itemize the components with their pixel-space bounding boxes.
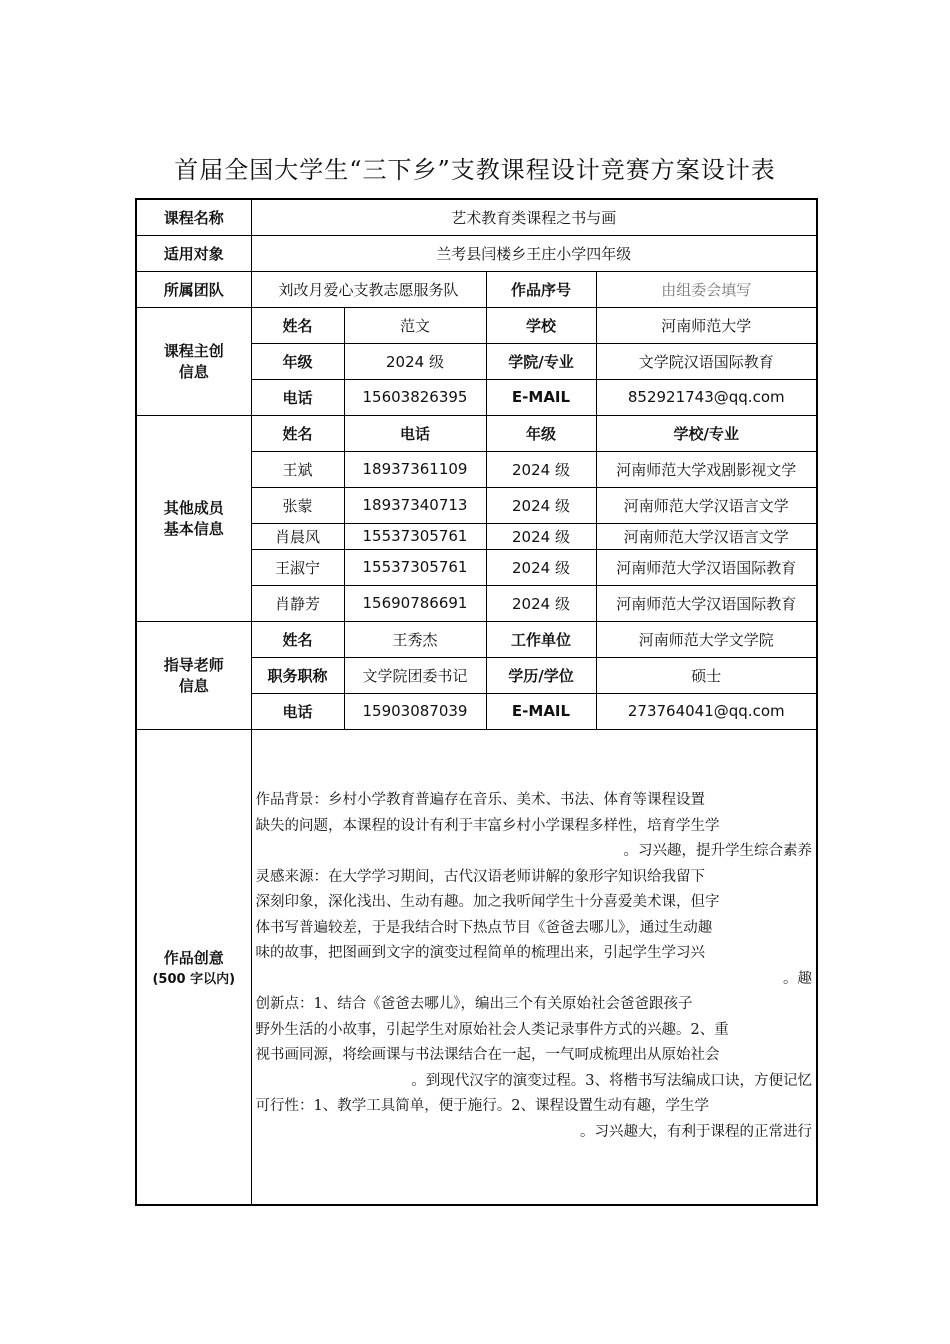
member-phone: 15537305761 <box>344 523 486 549</box>
advisor-title-value: 文学院团委书记 <box>344 657 486 693</box>
creative-label-cell <box>136 729 251 1205</box>
row-members-header <box>136 415 817 451</box>
creative-line: 作品背景：乡村小学教育普遍存在音乐、美术、书法、体育等课程设置 <box>255 792 705 809</box>
row-creative <box>136 729 817 1205</box>
members-section-label <box>136 415 251 621</box>
advisor-title-label: 职务职称 <box>251 657 344 693</box>
members-header-grade: 年级 <box>486 415 596 451</box>
advisor-email-value: 273764041@qq.com <box>596 693 817 729</box>
row-audience <box>136 235 817 271</box>
member-grade: 2024 级 <box>486 549 596 585</box>
lead-phone-value: 15603826395 <box>344 379 486 415</box>
lead-section-label-2: 信息 <box>178 363 209 381</box>
advisor-section-label-2: 信息 <box>178 677 209 695</box>
member-name: 肖静芳 <box>251 585 344 621</box>
design-form-table <box>135 198 818 1206</box>
lead-section-label-1: 课程主创 <box>163 342 224 360</box>
member-school: 河南师范大学汉语言文学 <box>596 487 817 523</box>
member-school: 河南师范大学汉语国际教育 <box>596 549 817 585</box>
member-school: 河南师范大学汉语国际教育 <box>596 585 817 621</box>
course-name-label: 课程名称 <box>136 199 251 235</box>
member-school: 河南师范大学戏剧影视文学 <box>596 451 817 487</box>
lead-college-label: 学院/专业 <box>486 343 596 379</box>
members-header-phone: 电话 <box>344 415 486 451</box>
row-advisor-1 <box>136 621 817 657</box>
member-phone: 15537305761 <box>344 549 486 585</box>
lead-phone-label: 电话 <box>251 379 344 415</box>
member-grade: 2024 级 <box>486 487 596 523</box>
creative-line: 深刻印象，深化浅出、生动有趣。加之我听闻学生十分喜爱美术课，但字 <box>255 894 720 911</box>
lead-school-value: 河南师范大学 <box>596 307 817 343</box>
row-course-name <box>136 199 817 235</box>
advisor-unit-value: 河南师范大学文学院 <box>596 621 817 657</box>
member-school: 河南师范大学汉语言文学 <box>596 523 817 549</box>
creative-line: 灵感来源：在大学学习期间，古代汉语老师讲解的象形字知识给我留下 <box>255 868 705 885</box>
creative-line: 。到现代汉字的演变过程。3、将楷书写法编成口诀，方便记忆 <box>411 1072 813 1089</box>
member-grade: 2024 级 <box>486 585 596 621</box>
row-lead-1 <box>136 307 817 343</box>
members-section-label-1: 其他成员 <box>163 499 224 517</box>
member-name: 张蒙 <box>251 487 344 523</box>
advisor-degree-label: 学历/学位 <box>486 657 596 693</box>
creative-line: 缺失的问题，本课程的设计有利于丰富乡村小学课程多样性，培育学生学 <box>255 817 720 834</box>
member-name: 肖晨风 <box>251 523 344 549</box>
creative-sublabel: (500 字以内) <box>152 971 236 987</box>
creative-line: 野外生活的小故事，引起学生对原始社会人类记录事件方式的兴趣。2、重 <box>255 1021 729 1038</box>
members-header-name: 姓名 <box>251 415 344 451</box>
creative-line: 。习兴趣，提升学生综合素养 <box>623 843 813 860</box>
team-value: 刘改月爱心支教志愿服务队 <box>251 271 486 307</box>
member-phone: 18937361109 <box>344 451 486 487</box>
advisor-phone-value: 15903087039 <box>344 693 486 729</box>
creative-line: 可行性：1、教学工具简单，便于施行。2、课程设置生动有趣，学生学 <box>255 1098 709 1115</box>
advisor-name-value: 王秀杰 <box>344 621 486 657</box>
creative-label: 作品创意 <box>163 948 224 967</box>
lead-school-label: 学校 <box>486 307 596 343</box>
serial-label: 作品序号 <box>486 271 596 307</box>
creative-line: 味的故事，把图画到文字的演变过程简单的梳理出来，引起学生学习兴 <box>255 945 705 962</box>
member-grade: 2024 级 <box>486 451 596 487</box>
members-section-label-2: 基本信息 <box>163 520 224 538</box>
creative-line: 体书写普遍较差，于是我结合时下热点节目《爸爸去哪儿》，通过生动趣 <box>255 919 713 936</box>
serial-value: 由组委会填写 <box>596 271 817 307</box>
member-name: 王斌 <box>251 451 344 487</box>
lead-name-label: 姓名 <box>251 307 344 343</box>
advisor-phone-label: 电话 <box>251 693 344 729</box>
advisor-email-label: E-MAIL <box>486 693 596 729</box>
lead-college-value: 文学院汉语国际教育 <box>596 343 817 379</box>
member-grade: 2024 级 <box>486 523 596 549</box>
lead-section-label <box>136 307 251 415</box>
member-phone: 18937340713 <box>344 487 486 523</box>
creative-line: 创新点：1、结合《爸爸去哪儿》，编出三个有关原始社会爸爸跟孩子 <box>255 996 693 1013</box>
lead-name-value: 范文 <box>344 307 486 343</box>
advisor-section-label-1: 指导老师 <box>163 656 224 674</box>
creative-line: 。习兴趣大，有利于课程的正常进行 <box>580 1123 813 1140</box>
lead-grade-value: 2024 级 <box>344 343 486 379</box>
advisor-name-label: 姓名 <box>251 621 344 657</box>
page-title: 首届全国大学生“三下乡”支教课程设计竞赛方案设计表 <box>174 156 776 184</box>
advisor-degree-value: 硕士 <box>596 657 817 693</box>
creative-line: 视书画同源，将绘画课与书法课结合在一起，一气呵成梳理出从原始社会 <box>255 1047 720 1064</box>
audience-value: 兰考县闫楼乡王庄小学四年级 <box>251 235 817 271</box>
course-name-value: 艺术教育类课程之书与画 <box>251 199 817 235</box>
creative-line: 。趣 <box>783 970 813 987</box>
lead-email-value: 852921743@qq.com <box>596 379 817 415</box>
lead-email-label: E-MAIL <box>486 379 596 415</box>
member-name: 王淑宁 <box>251 549 344 585</box>
team-label: 所属团队 <box>136 271 251 307</box>
members-header-school: 学校/专业 <box>596 415 817 451</box>
row-team <box>136 271 817 307</box>
advisor-unit-label: 工作单位 <box>486 621 596 657</box>
member-phone: 15690786691 <box>344 585 486 621</box>
creative-content <box>251 729 817 1205</box>
lead-grade-label: 年级 <box>251 343 344 379</box>
advisor-section-label <box>136 621 251 729</box>
audience-label: 适用对象 <box>136 235 251 271</box>
